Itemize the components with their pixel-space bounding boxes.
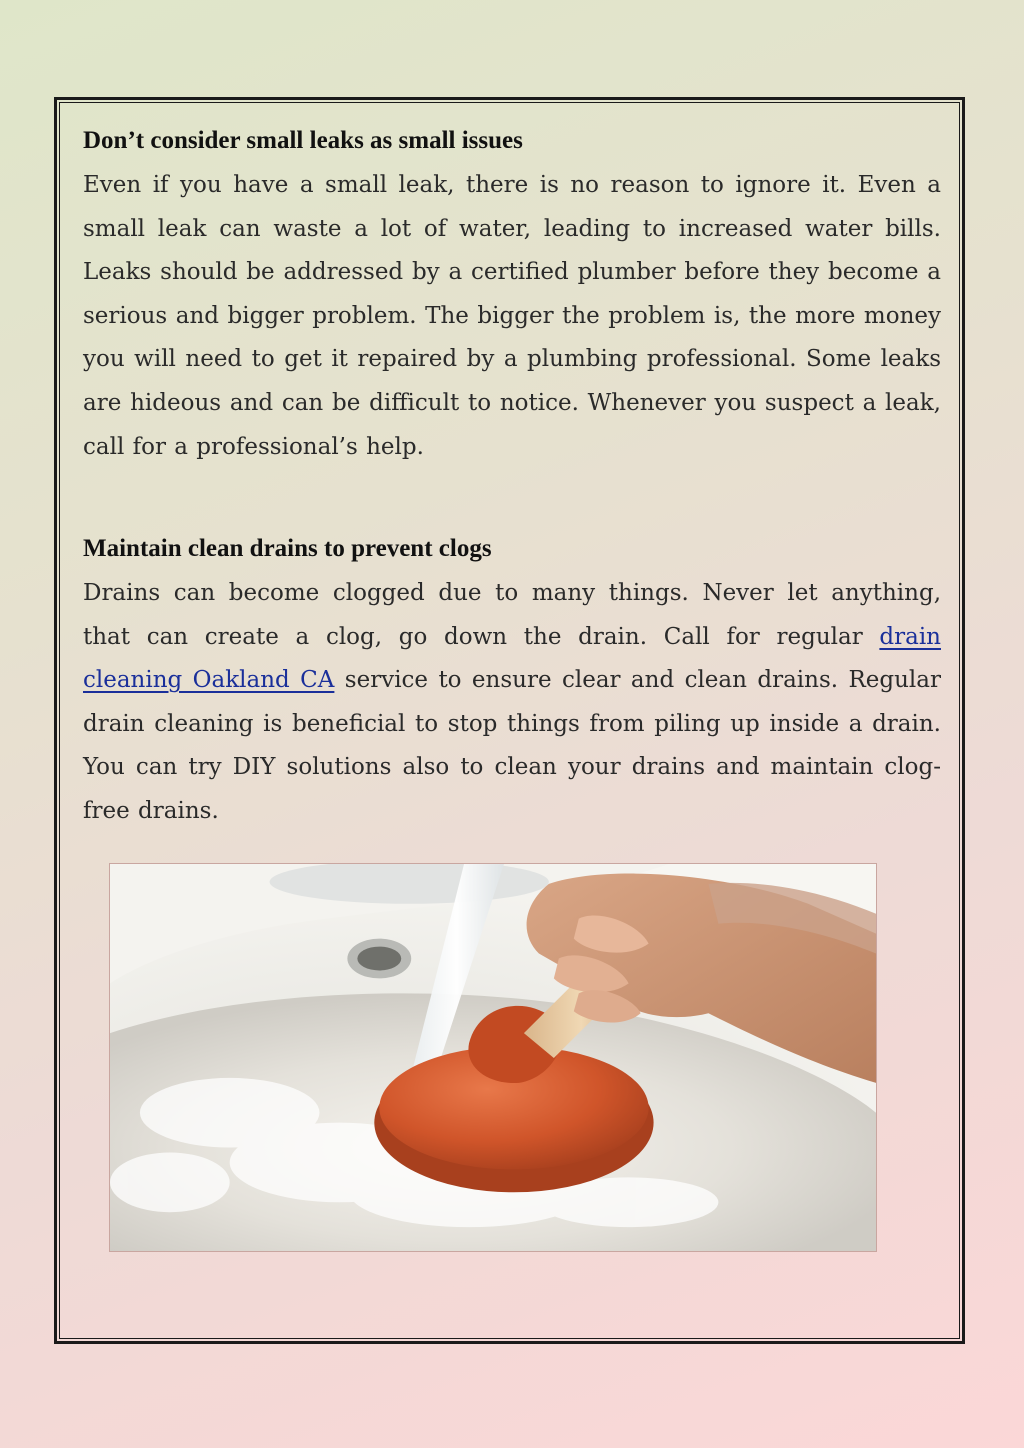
section-body-drains	[83, 572, 941, 834]
plunger-sink-illustration	[110, 864, 876, 1251]
drains-text-before-link: Drains can become clogged due to many things. Never let anything, that can create a clog, go down the drain. Call for regular	[83, 580, 941, 650]
plunger-sink-photo	[109, 863, 877, 1252]
drains-text-after-link: service to ensure clear and clean drains. Regular drain cleaning is beneficial to stop things from piling up inside a drain. You can try DIY solutions also to clean your drains and maintain clog-free drains.	[83, 667, 941, 824]
section-body-leaks: Even if you have a small leak, there is no reason to ignore it. Even a small leak can waste a lot of water, leading to increased water bills. Leaks should be addressed by a certified plumber before they become a serious and bigger problem. The bigger the problem is, the more money you will need to get it repaired by a plumbing professional. Some leaks are hideous and can be difficult to notice. Whenever you suspect a leak, call for a professional’s help.	[83, 172, 941, 460]
section-heading-drains: Maintain clean drains to prevent clogs	[83, 535, 492, 562]
section-heading-leaks: Don’t consider small leaks as small issues	[83, 127, 523, 154]
drain-cleaning-link[interactable]: drain cleaning Oakland CA	[83, 623, 941, 694]
